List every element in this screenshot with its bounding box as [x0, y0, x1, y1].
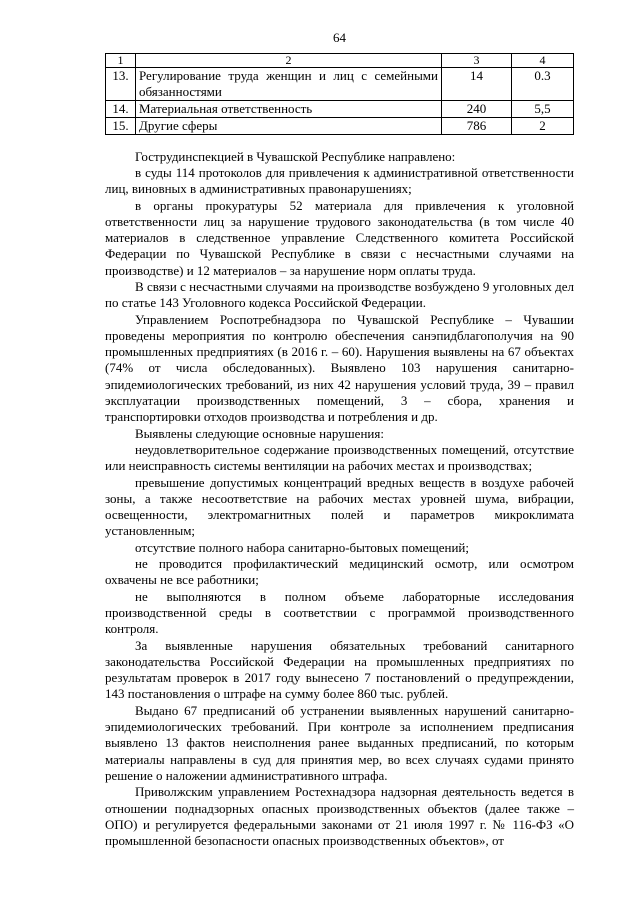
table-row — [106, 68, 574, 101]
table-row — [106, 100, 574, 117]
paragraph: в органы прокуратуры 52 материала для привлечения к уголовной ответственности лиц за нарушение трудового законодательства (в том числе 40 материалов в следственное управление Следственного комитета Российской Федерации по Чувашской Республике в связи с несчастными случаями на производстве) и 12 материалов – за нарушение норм оплаты труда. — [105, 197, 574, 278]
paragraph: в суды 114 протоколов для привлечения к административной ответственности лиц, виновных в административных правонарушениях; — [105, 164, 574, 197]
paragraph: В связи с несчастными случаями на производстве возбуждено 9 уголовных дел по статье 143 Уголовного кодекса Российской Федерации. — [105, 279, 574, 311]
paragraph: не проводится профилактический медицинский осмотр, или осмотром охвачены не все работники; — [105, 556, 574, 588]
row-label: Материальная ответственность — [136, 100, 442, 117]
paragraph: Выявлены следующие основные нарушения: — [135, 425, 384, 441]
table-header-col2: 2 — [136, 54, 442, 68]
table-row — [106, 117, 574, 134]
row-percent: 2 — [512, 117, 574, 134]
paragraph: отсутствие полного набора санитарно-бытовых помещений; — [135, 539, 469, 555]
paragraph: Приволжским управлением Ростехнадзора надзорная деятельность ведется в отношении поднадзорных опасных производственных объектов (далее также – ОПО) и регулируется федеральными законами от 21 июля 1997 г. № 116-ФЗ «О промышленной безопасности опасных производственных объектов», от — [105, 784, 574, 849]
row-percent: 0.3 — [512, 68, 574, 101]
table-header-row — [106, 54, 574, 68]
paragraph: превышение допустимых концентраций вредных веществ в воздухе рабочей зоны, а также несоответствие на рабочих местах уровней шума, вибрации, освещенности, электромагнитных полей и параметров микроклимата установленным; — [105, 474, 574, 539]
row-number: 15. — [106, 117, 136, 134]
document-body — [105, 149, 574, 850]
table-header-col1: 1 — [106, 54, 136, 68]
row-count: 786 — [442, 117, 512, 134]
row-count: 14 — [442, 68, 512, 101]
paragraph: неудовлетворительное содержание производственных помещений, отсутствие или неисправность системы вентиляции на рабочих местах и производствах; — [105, 441, 574, 474]
page-number: 64 — [333, 30, 346, 45]
row-count: 240 — [442, 100, 512, 117]
paragraph: Управлением Роспотребнадзора по Чувашской Республике – Чувашии проведены мероприятия по контролю обеспечения санэпидблагополучия на 90 промышленных предприятиях (в 2016 г. – 60). Нарушения выявлены на 67 объектах (74% от числа обследованных). Выявлено 103 нарушения санитарно-эпидемиологических требований, из них 42 нарушения условий труда, 39 – правил эксплуатации производственных помещений, 3 – сбора, хранения и транспортировки отходов производства и потребления и др. — [105, 311, 574, 425]
data-table — [105, 53, 574, 135]
row-number: 14. — [106, 100, 136, 117]
paragraph: Гострудинспекцией в Чувашской Республике направлено: — [135, 148, 456, 164]
row-label: Регулирование труда женщин и лиц с семейными обязанностями — [136, 68, 442, 101]
paragraph: Выдано 67 предписаний об устранении выявленных нарушений санитарно-эпидемиологических требований. При контроле за исполнением предписания выявлено 13 фактов неисполнения ранее выданных предписаний, по которым материалы направлены в суд для принятия мер, во всех случаях судами принято решение о наложении административного штрафа. — [105, 702, 574, 783]
paragraph: За выявленные нарушения обязательных требований санитарного законодательства Российской Федерации на промышленных предприятиях по результатам проверок в 2017 году вынесено 7 постановлений о предупреждении, 143 постановления о штрафе на сумму более 860 тыс. рублей. — [105, 637, 574, 702]
table-header-col4: 4 — [512, 54, 574, 68]
table-header-col3: 3 — [442, 54, 512, 68]
row-percent: 5,5 — [512, 100, 574, 117]
row-number: 13. — [106, 68, 136, 101]
row-label: Другие сферы — [136, 117, 442, 134]
paragraph: не выполняются в полном объеме лабораторные исследования производственной среды в соответствии с программой производственного контроля. — [105, 588, 574, 637]
